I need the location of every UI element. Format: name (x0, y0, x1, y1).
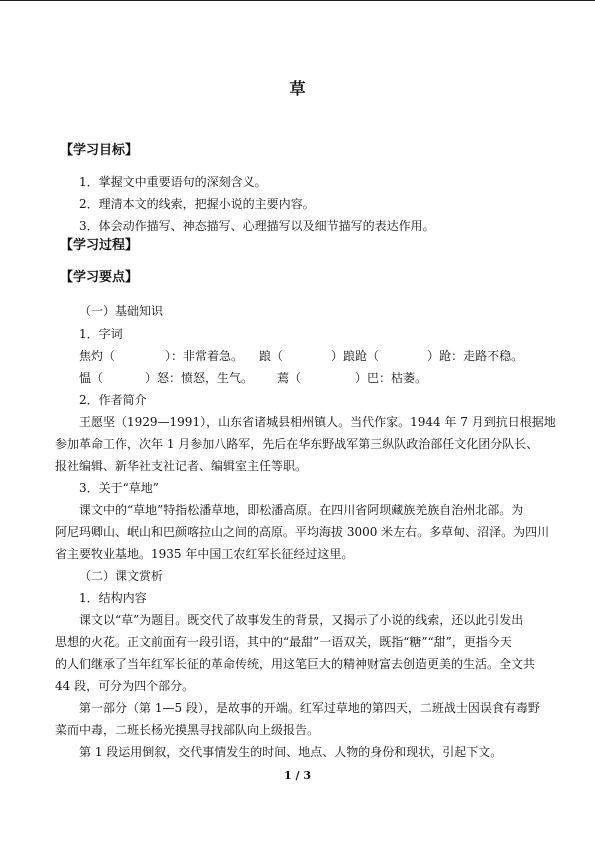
structure-line-1: 课文以“草”为题目。既交代了故事发生的背景，又揭示了小说的线索，还以此引发出 (79, 613, 524, 627)
page-title: 草 (289, 79, 306, 98)
vocab-1d: ）踉跄（ (331, 349, 380, 363)
grass-heading: 3．关于“草地” (79, 481, 159, 495)
part1-line-2: 菜而中毒，二班长杨光摸黑寻找部队向上级报告。 (55, 723, 320, 737)
vocab-1c: 踉（ (259, 349, 284, 363)
structure-line-3: 的人们继承了当年红军长征的革命传统，用这笔巨大的精神财富去创造更美的生活。全文共 (55, 657, 536, 671)
analysis-heading: （二）课文赏析 (79, 569, 164, 583)
page-number: 1 / 3 (284, 769, 311, 782)
vocab-1e: ）跄：走路不稳。 (427, 349, 524, 363)
process-heading: 【学习过程】 (60, 238, 139, 253)
vocab-2d: ）巴：枯萎。 (355, 371, 428, 385)
para1-line: 第 1 段运用倒叙，交代事情发生的时间、地点、人物的身份和现状，引起下文。 (79, 745, 503, 759)
author-line-2: 参加革命工作，次年 1 月参加八路军，先后在华东野战军第三纵队政治部任文化团分队长、 (55, 437, 539, 451)
grass-line-3: 省主要牧业基地。1935 年中国工农红军长征经过这里。 (55, 547, 354, 561)
vocab-heading: 1．字词 (79, 327, 123, 341)
vocab-line-2 (79, 370, 427, 386)
grass-line-1: 课文中的“草地”特指松潘草地，即松潘高原。在四川省阿坝藏族羌族自治州北部。为 (79, 503, 524, 517)
structure-line-2: 思想的火花。正文前面有一段引语，其中的“最甜”一语双关，既指“糖”“甜”，更指今天 (55, 635, 512, 649)
vocab-1b: ）：非常着急。 (165, 349, 244, 363)
vocab-1a: 焦灼（ (79, 349, 116, 363)
goal-item-1: 1．掌握文中重要语句的深刻含义。 (79, 175, 267, 189)
vocab-2a: 愠（ (79, 371, 104, 385)
structure-line-4: 44 段，可分为四个部分。 (55, 679, 195, 693)
basics-heading: （一）基础知识 (79, 304, 164, 318)
author-heading: 2．作者简介 (79, 393, 147, 407)
structure-heading: 1．结构内容 (79, 591, 147, 605)
vocab-2c: 蔫（ (277, 371, 302, 385)
author-line-1: 王愿坚（1929—1991），山东省诸城县相州镇人。当代作家。1944 年 7 月到抗日根据地 (79, 415, 556, 429)
goal-item-3: 3．体会动作描写、神态描写、心理描写以及细节描写的表达作用。 (79, 219, 435, 233)
key-points-heading: 【学习要点】 (60, 270, 139, 285)
grass-line-2: 阿尼玛卿山、岷山和巴颜喀拉山之间的高原。平均海拔 3000 米左右。多草甸、沼泽。为四川 (55, 525, 550, 539)
goals-heading: 【学习目标】 (60, 143, 139, 158)
vocab-line-1 (79, 348, 523, 364)
top-rule (0, 0, 595, 1)
part1-line-1: 第一部分（第 1—5 段），是故事的开端。红军过草地的第四天，二班战士因误食有毒野 (79, 701, 540, 715)
vocab-2b: ）怒：愤怒，生气。 (145, 371, 254, 385)
goal-item-2: 2．理清本文的线索，把握小说的主要内容。 (79, 197, 315, 211)
author-line-3: 报社编辑、新华社支社记者、编辑室主任等职。 (55, 459, 308, 473)
